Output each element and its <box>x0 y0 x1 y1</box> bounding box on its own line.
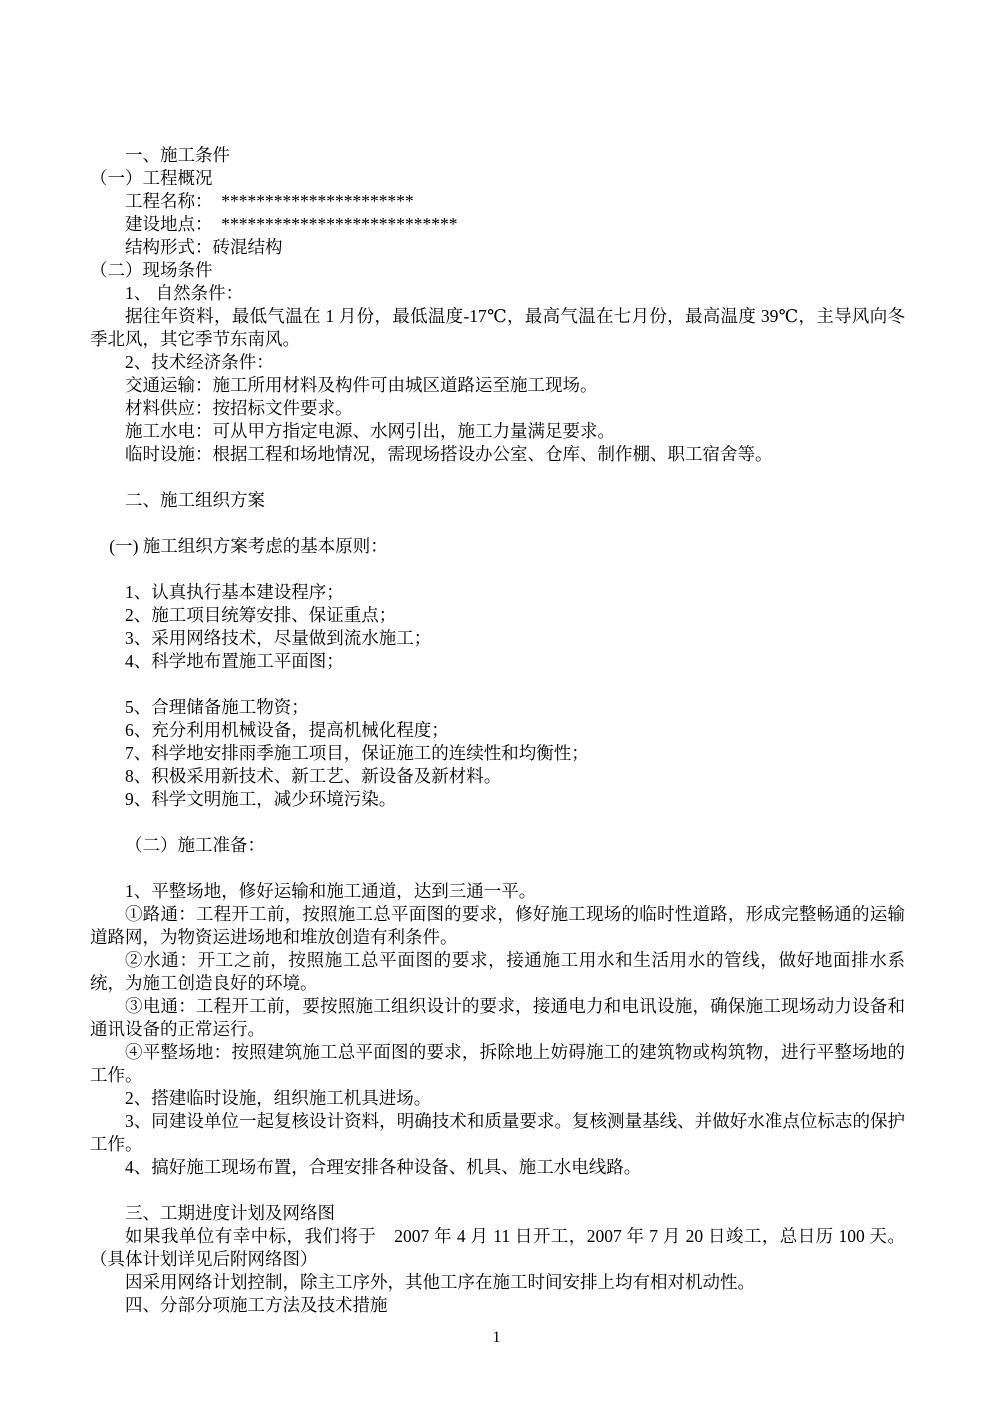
doc-paragraph: 8、积极采用新技术、新工艺、新设备及新材料。 <box>125 766 502 786</box>
doc-paragraph: 工程名称： ********************** <box>125 191 414 211</box>
doc-paragraph: （二）施工准备： <box>125 835 265 855</box>
doc-paragraph: 2、施工项目统筹安排、保证重点； <box>125 605 397 625</box>
page-number: 1 <box>492 1329 501 1346</box>
doc-paragraph: 2、搭建临时设施，组织施工机具进场。 <box>125 1088 432 1108</box>
doc-paragraph: 4、搞好施工现场布置，合理安排各种设备、机具、施工水电线路。 <box>125 1157 642 1177</box>
blank-line <box>90 558 905 581</box>
doc-paragraph: 结构形式：砖混结构 <box>125 237 283 257</box>
doc-paragraph: 6、充分利用机械设备，提高机械化程度； <box>125 720 449 740</box>
doc-paragraph: ④平整场地：按照建筑施工总平面图的要求，拆除地上妨碍施工的建筑物或构筑物，进行平整场地的工作。 <box>90 1042 905 1085</box>
doc-paragraph: 施工水电：可从甲方指定电源、水网引出，施工力量满足要求。 <box>125 421 615 441</box>
doc-paragraph: ②水通：开工之前，按照施工总平面图的要求，接通施工用水和生活用水的管线，做好地面排水系统，为施工创造良好的环境。 <box>90 950 905 993</box>
blank-line <box>90 512 905 535</box>
doc-paragraph: 据往年资料，最低气温在 1 月份，最低温度-17℃，最高气温在七月份，最高温度 39℃，主导风向冬季北风，其它季节东南风。 <box>90 306 905 349</box>
doc-paragraph: 材料供应：按招标文件要求。 <box>125 398 353 418</box>
doc-paragraph: 三、工期进度计划及网络图 <box>125 1203 335 1223</box>
blank-line <box>90 1179 905 1202</box>
doc-paragraph: 7、科学地安排雨季施工项目，保证施工的连续性和均衡性； <box>125 743 589 763</box>
doc-paragraph: （一）工程概况 <box>90 168 213 188</box>
doc-paragraph: ③电通：工程开工前，要按照施工组织设计的要求，接通电力和电讯设施，确保施工现场动力设备和通讯设备的正常运行。 <box>90 996 905 1039</box>
doc-paragraph: 3、同建设单位一起复核设计资料，明确技术和质量要求。复核测量基线、并做好水准点位标志的保护工作。 <box>90 1111 905 1154</box>
doc-paragraph: （二）现场条件 <box>90 260 213 280</box>
doc-paragraph: 9、科学文明施工，减少环境污染。 <box>125 789 397 809</box>
doc-paragraph: 因采用网络计划控制，除主工序外，其他工序在施工时间安排上均有相对机动性。 <box>125 1272 755 1292</box>
doc-paragraph: 5、合理储备施工物资； <box>125 697 309 717</box>
blank-line <box>90 466 905 489</box>
doc-paragraph: 建设地点： *************************** <box>125 214 458 234</box>
blank-line <box>90 673 905 696</box>
document-body <box>90 144 905 1317</box>
doc-paragraph: 1、认真执行基本建设程序； <box>125 582 344 602</box>
doc-paragraph: 一、施工条件 <box>125 145 230 165</box>
blank-line <box>90 811 905 834</box>
doc-paragraph: 3、采用网络技术，尽量做到流水施工； <box>125 628 432 648</box>
doc-paragraph: (一) 施工组织方案考虑的基本原则： <box>109 536 388 556</box>
doc-paragraph: 二、施工组织方案 <box>125 490 265 510</box>
doc-paragraph: 1、平整场地，修好运输和施工通道，达到三通一平。 <box>125 881 537 901</box>
doc-paragraph: ①路通：工程开工前，按照施工总平面图的要求，修好施工现场的临时性道路，形成完整畅通的运输道路网，为物资运进场地和堆放创造有利条件。 <box>90 904 905 947</box>
blank-line <box>90 857 905 880</box>
doc-paragraph: 2、技术经济条件： <box>125 352 274 372</box>
doc-paragraph: 四、分部分项施工方法及技术措施 <box>125 1295 388 1315</box>
doc-paragraph: 4、科学地布置施工平面图； <box>125 651 344 671</box>
doc-paragraph: 如果我单位有幸中标，我们将于 2007 年 4 月 11 日开工，2007 年 7 月 20 日竣工，总日历 100 天。（具体计划详见后附网络图） <box>90 1226 905 1269</box>
doc-paragraph: 交通运输：施工所用材料及构件可由城区道路运至施工现场。 <box>125 375 598 395</box>
doc-paragraph: 1、 自然条件： <box>125 283 244 303</box>
doc-paragraph: 临时设施：根据工程和场地情况，需现场搭设办公室、仓库、制作棚、职工宿舍等。 <box>125 444 773 464</box>
